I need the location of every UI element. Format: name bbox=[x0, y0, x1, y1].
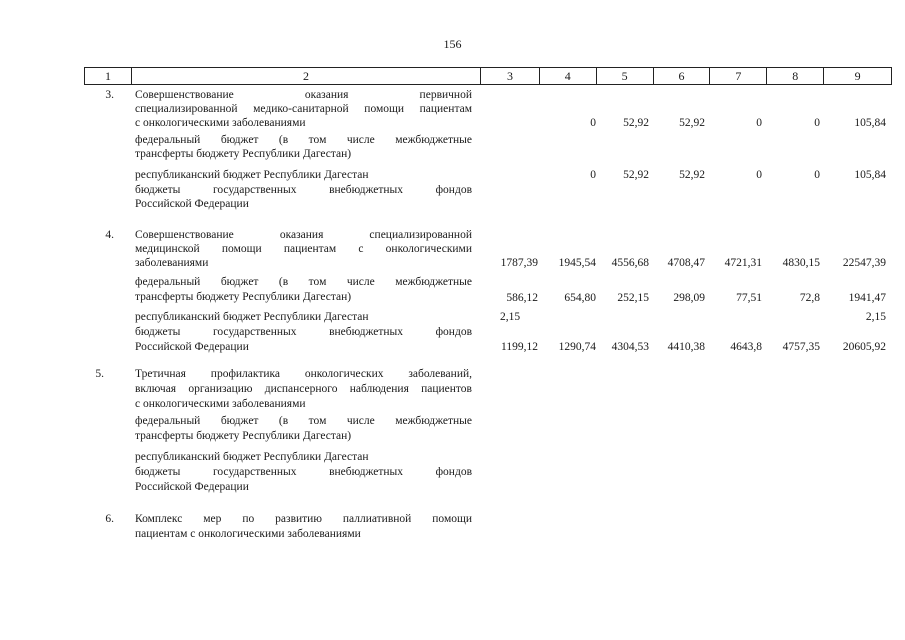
row-title-line: Совершенствование оказания специализированной bbox=[135, 229, 472, 241]
header-cell: 4 bbox=[540, 68, 597, 84]
funds-budget-line: бюджеты государственных внебюджетных фондов bbox=[135, 466, 472, 478]
row-title-line: Совершенствование оказания первичной bbox=[135, 89, 472, 101]
row-title-line: заболеваниями bbox=[135, 257, 209, 269]
value-cell: 77,51 bbox=[736, 292, 762, 304]
value-cell: 4757,35 bbox=[782, 341, 820, 353]
value-cell: 4830,15 bbox=[782, 257, 820, 269]
value-cell: 72,8 bbox=[799, 292, 820, 304]
value-cell: 298,09 bbox=[673, 292, 705, 304]
value-cell: 20605,92 bbox=[842, 341, 886, 353]
republic-budget-label: республиканский бюджет Республики Дагестан bbox=[135, 169, 369, 181]
republic-budget-label: республиканский бюджет Республики Дагестан bbox=[135, 311, 369, 323]
header-cell: 9 bbox=[854, 69, 861, 83]
federal-budget-line: федеральный бюджет (в том числе межбюджетные bbox=[135, 134, 472, 146]
row-title-line: Комплекс мер по развитию паллиативной помощи bbox=[135, 513, 472, 525]
header-cell: 2 bbox=[132, 68, 481, 84]
table-header-row bbox=[84, 67, 892, 85]
value-cell: 4643,8 bbox=[730, 341, 762, 353]
funds-budget-line: бюджеты государственных внебюджетных фондов bbox=[135, 184, 472, 196]
value-cell: 0 bbox=[756, 117, 762, 129]
value-cell: 2,15 bbox=[500, 311, 521, 323]
header-cell: 3 bbox=[481, 68, 540, 84]
row-index: 4. bbox=[105, 229, 114, 241]
value-cell: 654,80 bbox=[564, 292, 596, 304]
value-cell: 0 bbox=[590, 169, 596, 181]
header-cell: 6 bbox=[654, 68, 711, 84]
value-cell: 52,92 bbox=[679, 117, 705, 129]
row-title-line: медицинской помощи пациентам с онкологическими bbox=[135, 243, 472, 255]
value-cell: 105,84 bbox=[854, 117, 886, 129]
value-cell: 4556,68 bbox=[611, 257, 649, 269]
row-title-line: Третичная профилактика онкологических заболеваний, bbox=[135, 368, 472, 380]
value-cell: 1945,54 bbox=[558, 257, 596, 269]
value-cell: 586,12 bbox=[506, 292, 538, 304]
row-title-line: специализированной медико-санитарной помощи пациентам bbox=[135, 103, 472, 115]
republic-budget-label: республиканский бюджет Республики Дагестан bbox=[135, 451, 369, 463]
value-cell: 252,15 bbox=[617, 292, 649, 304]
row-title-line: пациентам с онкологическими заболеваниями bbox=[135, 528, 361, 540]
value-cell: 4708,47 bbox=[667, 257, 705, 269]
row-title-line: включая организацию диспансерного наблюдения пациентов bbox=[135, 383, 472, 395]
row-title-line: с онкологическими заболеваниями bbox=[135, 398, 306, 410]
federal-budget-line: трансферты бюджету Республики Дагестан) bbox=[135, 291, 352, 303]
header-cell: 5 bbox=[597, 68, 654, 84]
value-cell: 1787,39 bbox=[500, 257, 538, 269]
value-cell: 52,92 bbox=[679, 169, 705, 181]
value-cell: 105,84 bbox=[854, 169, 886, 181]
value-cell: 0 bbox=[756, 169, 762, 181]
value-cell: 0 bbox=[814, 169, 820, 181]
federal-budget-line: трансферты бюджету Республики Дагестан) bbox=[135, 430, 352, 442]
header-cell: 8 bbox=[767, 68, 824, 84]
row-index: 3. bbox=[105, 89, 114, 101]
federal-budget-line: федеральный бюджет (в том числе межбюджетные bbox=[135, 415, 472, 427]
funds-budget-line: бюджеты государственных внебюджетных фондов bbox=[135, 326, 472, 338]
value-cell: 52,92 bbox=[623, 117, 649, 129]
value-cell: 2,15 bbox=[865, 311, 886, 323]
value-cell: 4721,31 bbox=[724, 257, 762, 269]
value-cell: 1941,47 bbox=[848, 292, 886, 304]
value-cell: 4410,38 bbox=[667, 341, 705, 353]
row-index: 5. bbox=[95, 368, 104, 380]
header-cell: 1 bbox=[85, 68, 132, 84]
value-cell: 1290,74 bbox=[558, 341, 596, 353]
federal-budget-line: федеральный бюджет (в том числе межбюджетные bbox=[135, 276, 472, 288]
value-cell: 1199,12 bbox=[501, 341, 538, 353]
value-cell: 52,92 bbox=[623, 169, 649, 181]
funds-budget-line: Российской Федерации bbox=[135, 341, 249, 353]
row-title-line: с онкологическими заболеваниями bbox=[135, 117, 306, 129]
value-cell: 22547,39 bbox=[842, 257, 886, 269]
funds-budget-line: Российской Федерации bbox=[135, 198, 249, 210]
header-cell: 7 bbox=[710, 68, 767, 84]
page-number: 156 bbox=[443, 37, 462, 51]
value-cell: 0 bbox=[814, 117, 820, 129]
value-cell: 0 bbox=[590, 117, 596, 129]
federal-budget-line: трансферты бюджету Республики Дагестан) bbox=[135, 148, 352, 160]
value-cell: 4304,53 bbox=[611, 341, 649, 353]
funds-budget-line: Российской Федерации bbox=[135, 481, 249, 493]
row-index: 6. bbox=[105, 513, 114, 525]
